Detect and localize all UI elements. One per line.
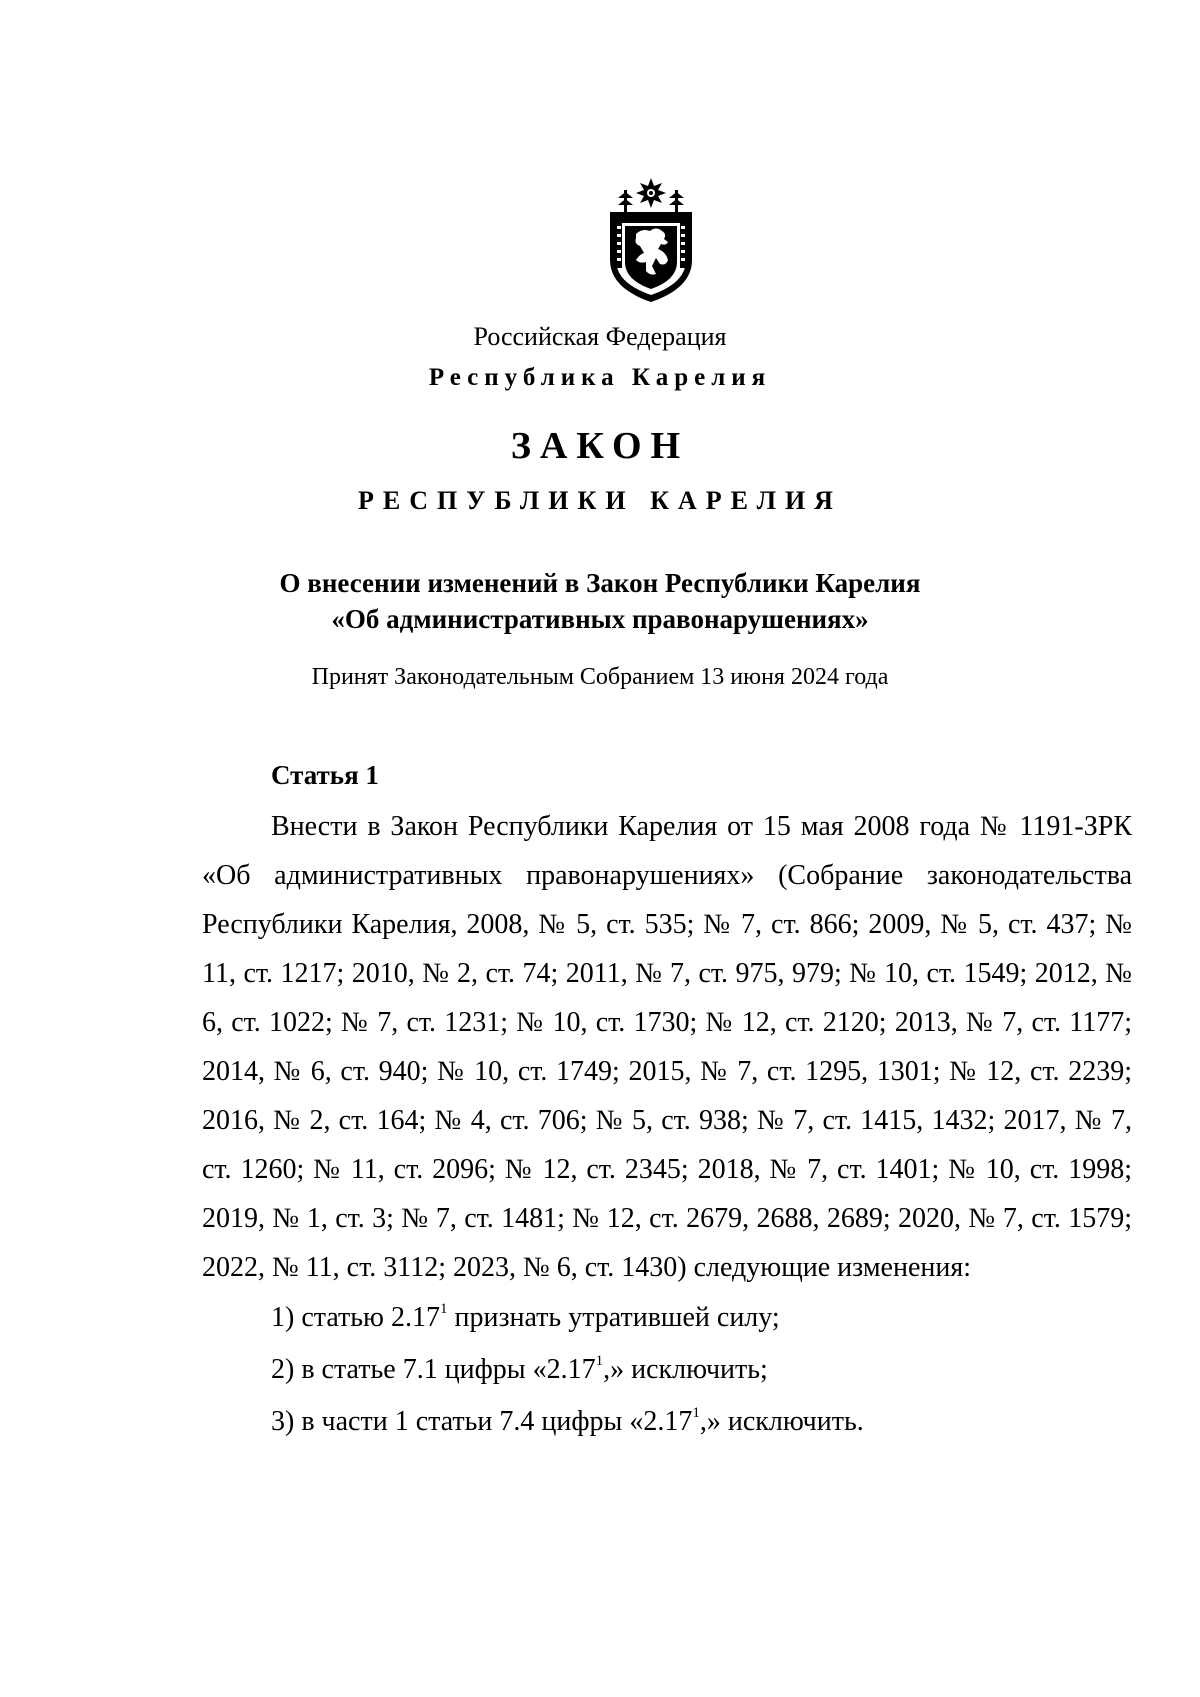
list-item-text: ,» исключить; xyxy=(603,1354,768,1385)
article-intro-paragraph: Внести в Закон Республики Карелия от 15 мая 2008 года № 1191-ЗРК «Об административных правонарушениях» (Собрание законодательства Республики Карелия, 2008, № 5, ст. 535; № 7, ст. 866; 2009, № 5, ст. 437; № 11, ст. 1217; 2010, № 2, ст. 74; 2011, № 7, ст. 975, 979; № 10, ст. 1549; 2012, № 6, ст. 1022; № 7, ст. 1231; № 10, ст. 1730; № 12, ст. 2120; 2013, № 7, ст. 1177; 2014, № 6, ст. 940; № 10, ст. 1749; 2015, № 7, ст. 1295, 1301; № 12, ст. 2239; 2016, № 2, ст. 164; № 4, ст. 706; № 5, ст. 938; № 7, ст. 1415, 1432; 2017, № 7, ст. 1260; № 11, ст. 2096; № 12, ст. 2345; 2018, № 7, ст. 1401; № 10, ст. 1998; 2019, № 1, ст. 3; № 7, ст. 1481; № 12, ст. 2679, 2688, 2689; 2020, № 7, ст. 1579; 2022, № 11, ст. 3112; 2023, № 6, ст. 1430) следующие изменения: xyxy=(202,811,1132,1283)
law-heading: ЗАКОН xyxy=(510,425,690,467)
list-item xyxy=(202,1344,1132,1396)
list-item xyxy=(202,1396,1132,1448)
star-icon xyxy=(636,178,666,208)
law-subheading: РЕСПУБЛИКИ КАРЕЛИЯ xyxy=(358,486,842,515)
adoption-note: Принят Законодательным Собранием 13 июня 2024 года xyxy=(311,664,889,690)
superscript: 1 xyxy=(595,1352,604,1369)
superscript: 1 xyxy=(692,1404,700,1421)
country-name: Российская Федерация xyxy=(473,322,727,351)
list-item-text: ,» исключить. xyxy=(699,1406,864,1437)
law-title-line-2: «Об административных правонарушениях» xyxy=(331,604,869,634)
list-item-text: 3) в части 1 статьи 7.4 цифры «2.17 xyxy=(271,1406,693,1437)
list-item-text: 2) в статье 7.1 цифры «2.17 xyxy=(271,1354,596,1385)
superscript: 1 xyxy=(439,1300,448,1317)
article-body xyxy=(202,802,1132,1448)
coat-of-arms-emblem xyxy=(606,176,696,304)
article-heading: Статья 1 xyxy=(271,760,379,790)
list-item-text: 1) статью 2.17 xyxy=(271,1302,440,1333)
republic-name: Республика Карелия xyxy=(428,364,772,391)
list-item-text: признать утратившей силу; xyxy=(447,1302,780,1333)
list-item xyxy=(202,1292,1132,1344)
law-title-line-1: О внесении изменений в Закон Республики Карелия xyxy=(279,568,921,598)
